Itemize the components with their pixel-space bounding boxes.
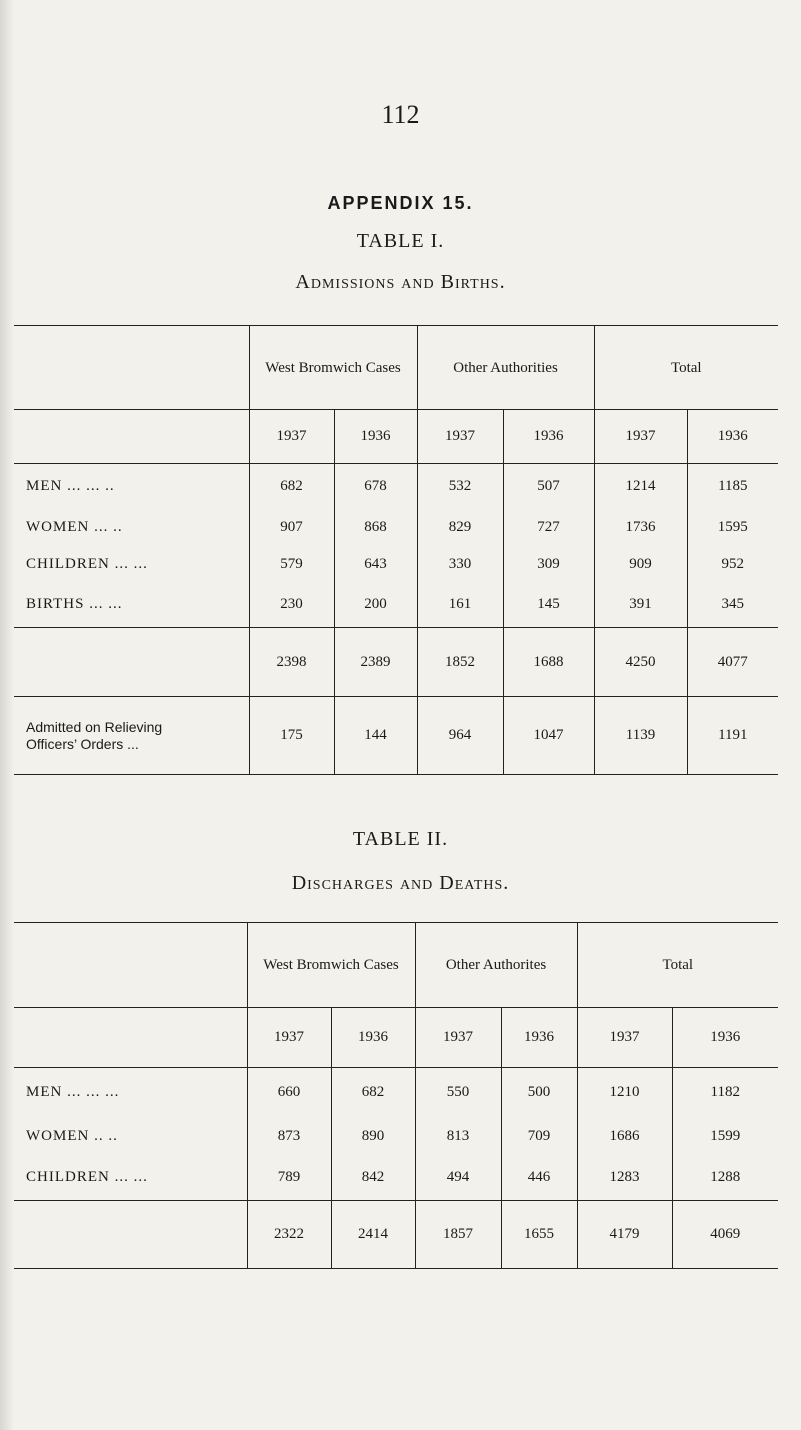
table-cell: 1139	[594, 697, 687, 775]
total-cell: 4250	[594, 628, 687, 697]
table-cell: 1214	[594, 464, 687, 509]
row-label-men: MEN ... ... ...	[14, 1068, 247, 1118]
table-cell: 1210	[577, 1068, 672, 1118]
group-header-other-authorities: Other Authorities	[417, 326, 594, 410]
table-cell: 1736	[594, 509, 687, 546]
group-header-total: Total	[594, 326, 778, 410]
year-cell: 1937	[249, 410, 334, 464]
totals-label-cell	[14, 1201, 247, 1269]
table-cell: 446	[501, 1155, 577, 1201]
table-cell: 643	[334, 546, 417, 583]
page-shadow-edge	[0, 0, 14, 1430]
table-cell: 964	[417, 697, 503, 775]
table-cell: 345	[687, 583, 778, 628]
year-header-row	[14, 410, 778, 464]
total-cell: 1852	[417, 628, 503, 697]
group-header-row	[14, 326, 778, 410]
table-cell: 909	[594, 546, 687, 583]
total-cell: 4179	[577, 1201, 672, 1269]
table-row	[14, 509, 778, 546]
table-cell: 1288	[672, 1155, 778, 1201]
table-cell: 709	[501, 1118, 577, 1155]
totals-row	[14, 628, 778, 697]
table-cell: 1185	[718, 477, 748, 494]
table-cell: 200	[334, 583, 417, 628]
year-cell: 1936	[503, 410, 594, 464]
table-cell: 1595	[717, 518, 748, 535]
table1-subtitle: Admissions and Births.	[295, 271, 506, 293]
table-cell: 868	[334, 509, 417, 546]
group-header-west-bromwich: West Bromwich Cases	[247, 923, 415, 1008]
total-cell: 2398	[249, 628, 334, 697]
totals-row	[14, 1201, 778, 1269]
row-label-children: CHILDREN ... ...	[14, 1155, 247, 1201]
year-cell: 1936	[334, 410, 417, 464]
table-cell: 682	[249, 464, 334, 509]
table-cell: 532	[417, 464, 503, 509]
year-cell: 1937	[577, 1008, 672, 1068]
table1-title: TABLE I.	[356, 230, 445, 252]
year-cell: 1936	[672, 1008, 778, 1068]
table-cell: 230	[249, 583, 334, 628]
table-cell: 391	[594, 583, 687, 628]
appendix-title: APPENDIX 15.	[327, 193, 474, 213]
total-cell: 2322	[247, 1201, 331, 1269]
table-row	[14, 1118, 778, 1155]
row-label-line: Officers’ Orders ...	[26, 735, 139, 752]
row-label-line: Admitted on Relieving	[26, 718, 163, 735]
table-row	[14, 583, 778, 628]
table2-title: TABLE II.	[352, 828, 449, 850]
table-cell: 727	[503, 509, 594, 546]
table-cell: 309	[503, 546, 594, 583]
year-cell: 1936	[501, 1008, 577, 1068]
year-cell: 1936	[331, 1008, 415, 1068]
table-cell: 873	[247, 1118, 331, 1155]
group-header-row	[14, 923, 778, 1008]
table-cell: 682	[331, 1068, 415, 1118]
table-cell: 550	[415, 1068, 501, 1118]
row-label-children: CHILDREN ... ...	[14, 546, 249, 583]
table-cell: 678	[334, 464, 417, 509]
table-cell: 579	[249, 546, 334, 583]
page-number: 112	[381, 100, 420, 129]
table-cell: 907	[249, 509, 334, 546]
table-cell: 660	[247, 1068, 331, 1118]
year-cell: 1937	[415, 1008, 501, 1068]
table-cell: 1686	[577, 1118, 672, 1155]
total-cell: 2414	[331, 1201, 415, 1269]
table-row	[14, 546, 778, 583]
table-cell: 829	[417, 509, 503, 546]
total-cell: 1655	[501, 1201, 577, 1269]
year-cell: 1937	[594, 410, 687, 464]
table-cell: 161	[417, 583, 503, 628]
total-cell: 2389	[334, 628, 417, 697]
total-cell: 1857	[415, 1201, 501, 1269]
year-label-cell	[14, 410, 249, 464]
table-cell: 330	[417, 546, 503, 583]
table-row	[14, 1068, 778, 1118]
corner-cell	[14, 923, 247, 1008]
table-cell: 842	[331, 1155, 415, 1201]
table-cell: 952	[721, 555, 745, 572]
table-cell: 494	[415, 1155, 501, 1201]
table-cell: 500	[501, 1068, 577, 1118]
year-cell: 1937	[247, 1008, 331, 1068]
year-cell: 1937	[417, 410, 503, 464]
table-row	[14, 1155, 778, 1201]
relieving-officers-row	[14, 697, 778, 775]
table-cell: 144	[334, 697, 417, 775]
year-label-cell	[14, 1008, 247, 1068]
table-cell: 1599	[710, 1127, 741, 1144]
table-cell: 1283	[577, 1155, 672, 1201]
row-label-women: WOMEN ... ..	[14, 509, 249, 546]
corner-cell	[14, 326, 249, 410]
row-label-births: BIRTHS ... ...	[14, 583, 249, 628]
table-cell: 175	[249, 697, 334, 775]
table2-subtitle: Discharges and Deaths.	[291, 872, 510, 894]
row-label-women: WOMEN .. ..	[14, 1118, 247, 1155]
total-cell: 4069	[672, 1201, 778, 1269]
year-cell: 1936	[687, 410, 778, 464]
admissions-table	[14, 325, 778, 775]
table-cell: 1191	[687, 697, 778, 775]
group-header-total: Total	[577, 923, 778, 1008]
year-header-row	[14, 1008, 778, 1068]
table-cell: 145	[503, 583, 594, 628]
table-cell: 1047	[503, 697, 594, 775]
table-cell: 789	[247, 1155, 331, 1201]
discharges-table	[14, 922, 778, 1269]
totals-label-cell	[14, 628, 249, 697]
table-cell: 813	[415, 1118, 501, 1155]
group-header-west-bromwich: West Bromwich Cases	[249, 326, 417, 410]
table-cell: 890	[331, 1118, 415, 1155]
table-cell: 507	[503, 464, 594, 509]
total-cell: 1688	[503, 628, 594, 697]
total-cell: 4077	[687, 628, 778, 697]
table-cell: 1182	[710, 1084, 740, 1101]
row-label-men: MEN ... ... ..	[14, 464, 249, 509]
row-label-relieving-officers	[14, 697, 249, 775]
group-header-other-authorities: Other Authorites	[415, 923, 577, 1008]
table-row	[14, 464, 778, 509]
